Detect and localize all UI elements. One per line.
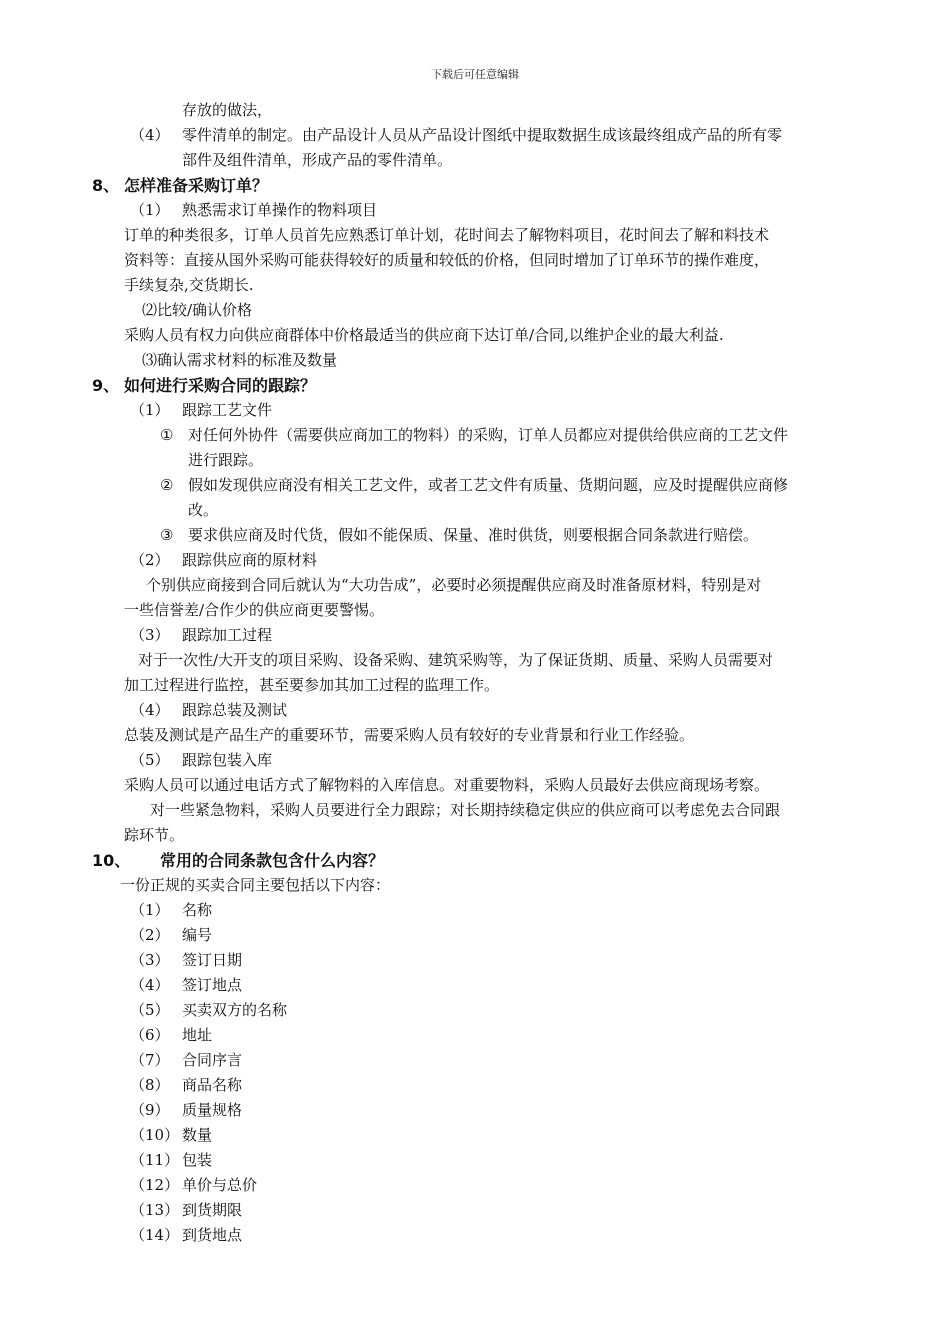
text-line <box>0 723 950 748</box>
item-text: 跟踪供应商的原材料 <box>182 551 318 569</box>
item-text: 进行跟踪。 <box>188 451 264 469</box>
list-item <box>0 1073 950 1098</box>
item-text: 对任何外协件（需要供应商加工的物料）的采购，订单人员都应对提供给供应商的工艺文件 <box>188 426 789 444</box>
item-number: （1） <box>130 401 170 419</box>
text-line <box>0 323 950 348</box>
text-line <box>0 673 950 698</box>
list-item <box>0 473 950 498</box>
item-number: （10） <box>130 1126 180 1144</box>
list-item <box>0 698 950 723</box>
list-item <box>0 1123 950 1148</box>
text-line <box>0 273 950 298</box>
list-item <box>0 748 950 773</box>
list-item <box>0 123 950 148</box>
item-number: （1） <box>130 201 170 219</box>
item-text: 到货期限 <box>182 1201 243 1219</box>
paragraph-text: 一份正规的买卖合同主要包括以下内容： <box>120 876 391 894</box>
list-item <box>0 998 950 1023</box>
item-text: 商品名称 <box>182 1076 243 1094</box>
list-item <box>0 1148 950 1173</box>
paragraph-text: 对一些紧急物料，采购人员要进行全力跟踪；对长期持续稳定供应的供应商可以考虑免去合同跟 <box>150 801 781 819</box>
paragraph-text: 手续复杂,交货期长. <box>124 276 254 294</box>
item-text: 跟踪包装入库 <box>182 751 273 769</box>
section-heading <box>0 173 950 198</box>
paragraph-text: 采购人员有权力向供应商群体中价格最适当的供应商下达订单/合同,以维护企业的最大利益. <box>124 326 724 344</box>
paragraph-text: 加工过程进行监控，甚至要参加其加工过程的监理工作。 <box>124 676 500 694</box>
list-item <box>0 898 950 923</box>
text-line <box>0 573 950 598</box>
item-text: 买卖双方的名称 <box>182 1001 288 1019</box>
item-text: 熟悉需求订单操作的物料项目 <box>182 201 378 219</box>
document-body <box>0 98 950 1248</box>
item-text: 跟踪工艺文件 <box>182 401 273 419</box>
item-text: 签订日期 <box>182 951 243 969</box>
text-line <box>0 448 950 473</box>
list-item <box>0 623 950 648</box>
list-item <box>0 423 950 448</box>
paragraph-text: 资料等：直接从国外采购可能获得较好的质量和较低的价格，但同时增加了订单环节的操作难度， <box>124 251 770 269</box>
item-text: 名称 <box>182 901 213 919</box>
item-number: （8） <box>130 1076 170 1094</box>
page-header: 下载后可任意编辑 <box>431 68 519 81</box>
section-heading <box>0 373 950 398</box>
section-number: 9、 <box>92 376 120 395</box>
circled-number: ② <box>160 476 174 494</box>
item-text: 改。 <box>188 501 219 519</box>
item-text: 跟踪加工过程 <box>182 626 273 644</box>
circled-number: ③ <box>160 526 174 544</box>
list-item <box>0 973 950 998</box>
section-title: 常用的合同条款包含什么内容？ <box>160 851 385 870</box>
section-title: 如何进行采购合同的跟踪？ <box>124 376 317 395</box>
text-line <box>0 873 950 898</box>
list-item <box>0 548 950 573</box>
list-item <box>0 298 950 323</box>
paragraph-text: 总装及测试是产品生产的重要环节，需要采购人员有较好的专业背景和行业工作经验。 <box>124 726 695 744</box>
item-number: （1） <box>130 901 170 919</box>
item-text: 合同序言 <box>182 1051 243 1069</box>
list-item <box>0 1023 950 1048</box>
item-number: （9） <box>130 1101 170 1119</box>
text-line <box>0 598 950 623</box>
text-line <box>0 248 950 273</box>
item-text: 编号 <box>182 926 213 944</box>
item-text: 数量 <box>182 1126 213 1144</box>
text-line <box>0 773 950 798</box>
text-line <box>0 98 950 123</box>
item-number: （12） <box>130 1176 180 1194</box>
item-text: 跟踪总装及测试 <box>182 701 288 719</box>
text-line <box>0 648 950 673</box>
paragraph-text: 订单的种类很多，订单人员首先应熟悉订单计划，花时间去了解物料项目，花时间去了解和料技术 <box>124 226 770 244</box>
paragraph-text: 对于一次性/大开支的项目采购、设备采购、建筑采购等，为了保证货期、质量、采购人员需要对 <box>138 651 774 669</box>
item-number: （5） <box>130 751 170 769</box>
contract-items-list <box>0 898 950 1248</box>
item-text: 签订地点 <box>182 976 243 994</box>
item-text: 地址 <box>182 1026 213 1044</box>
paragraph-text: 个别供应商接到合同后就认为“大功告成”，必要时必须提醒供应商及时准备原材料，特别是对 <box>146 576 762 594</box>
item-number: （3） <box>130 951 170 969</box>
item-number: （4） <box>130 701 170 719</box>
item-number: （2） <box>130 551 170 569</box>
section-number: 8、 <box>92 176 120 195</box>
list-item <box>0 1198 950 1223</box>
list-item <box>0 1098 950 1123</box>
item-text: 要求供应商及时代货，假如不能保质、保量、准时供货，则要根据合同条款进行赔偿。 <box>188 526 759 544</box>
paragraph-text: 一些信誉差/合作少的供应商更要警惕。 <box>124 601 385 619</box>
item-text: ⑶确认需求材料的标准及数量 <box>142 351 338 369</box>
list-item <box>0 1048 950 1073</box>
text-line <box>0 498 950 523</box>
item-number: （4） <box>130 126 170 144</box>
item-number: （14） <box>130 1226 180 1244</box>
list-item <box>0 348 950 373</box>
item-number: （7） <box>130 1051 170 1069</box>
item-number: （4） <box>130 976 170 994</box>
item-text: 假如发现供应商没有相关工艺文件，或者工艺文件有质量、货期问题，应及时提醒供应商修 <box>188 476 789 494</box>
item-number: （3） <box>130 626 170 644</box>
list-item <box>0 923 950 948</box>
item-text: 质量规格 <box>182 1101 243 1119</box>
list-item <box>0 398 950 423</box>
list-item <box>0 1173 950 1198</box>
item-text: 部件及组件清单，形成产品的零件清单。 <box>182 151 453 169</box>
item-number: （13） <box>130 1201 180 1219</box>
list-item <box>0 1223 950 1248</box>
list-item <box>0 198 950 223</box>
text-line <box>0 823 950 848</box>
section-heading <box>0 848 950 873</box>
item-number: （6） <box>130 1026 170 1044</box>
list-item <box>0 523 950 548</box>
item-text: ⑵比较/确认价格 <box>142 301 253 319</box>
text-line <box>0 223 950 248</box>
item-text: 包装 <box>182 1151 213 1169</box>
paragraph-text: 采购人员可以通过电话方式了解物料的入库信息。对重要物料，采购人员最好去供应商现场考察。 <box>124 776 770 794</box>
item-text: 单价与总价 <box>182 1176 258 1194</box>
item-number: （2） <box>130 926 170 944</box>
item-number: （5） <box>130 1001 170 1019</box>
paragraph-text: 踪环节。 <box>124 826 185 844</box>
paragraph-text: 存放的做法， <box>182 101 273 119</box>
section-title: 怎样准备采购订单？ <box>124 176 269 195</box>
item-number: （11） <box>130 1151 180 1169</box>
section-number: 10、 <box>92 851 131 870</box>
item-text: 到货地点 <box>182 1226 243 1244</box>
circled-number: ① <box>160 426 174 444</box>
list-item <box>0 948 950 973</box>
item-text: 零件清单的制定。由产品设计人员从产品设计图纸中提取数据生成该最终组成产品的所有零 <box>182 126 783 144</box>
text-line <box>0 798 950 823</box>
text-line <box>0 148 950 173</box>
